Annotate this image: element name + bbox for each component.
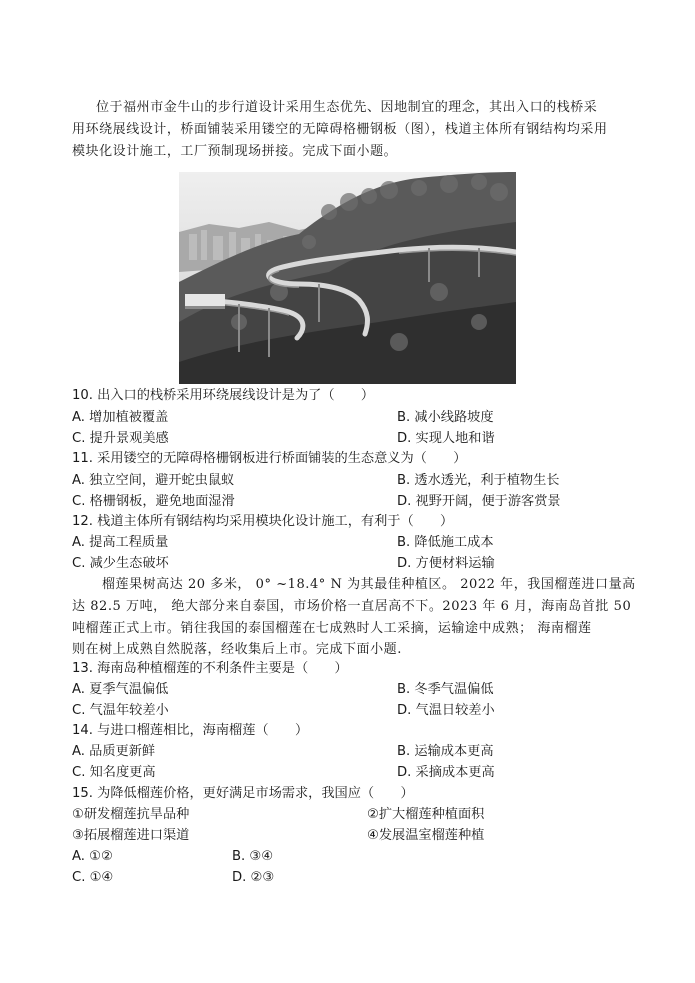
passage2-line3: 吨榴莲正式上市。销往我国的泰国榴莲在七成熟时人工采摘，运输途中成熟； 海南榴莲 — [72, 621, 592, 636]
q11-option-a[interactable]: A. 独立空间，避开蛇虫鼠蚁 — [72, 473, 235, 488]
q15-option-b[interactable]: B. ③④ — [232, 849, 274, 864]
q11-option-d[interactable]: D. 视野开阔，便于游客赏景 — [397, 494, 561, 509]
q10-option-d[interactable]: D. 实现人地和谐 — [397, 431, 495, 446]
q15-item-4: ④发展温室榴莲种植 — [367, 828, 485, 843]
q11-option-b[interactable]: B. 透水透光，利于植物生长 — [397, 473, 560, 488]
q15-item-2: ②扩大榴莲种植面积 — [367, 807, 485, 822]
q15-item-1: ①研发榴莲抗旱品种 — [72, 807, 190, 822]
q10-option-b[interactable]: B. 减小线路坡度 — [397, 410, 494, 425]
q15-stem: 15. 为降低榴莲价格，更好满足市场需求，我国应（ ） — [72, 786, 414, 801]
q15-option-a[interactable]: A. ①② — [72, 849, 113, 864]
passage1-line1: 位于福州市金牛山的步行道设计采用生态优先、因地制宜的理念，其出入口的栈桥采 — [96, 100, 598, 115]
q14-stem: 14. 与进口榴莲相比，海南榴莲（ ） — [72, 723, 309, 738]
passage1-line2: 用环绕展线设计，桥面铺装采用镂空的无障碍格栅钢板（图），栈道主体所有钢结构均采用 — [72, 122, 608, 137]
passage2-line4: 则在树上成熟自然脱落，经收集后上市。完成下面小题. — [72, 642, 402, 657]
q10-stem: 10. 出入口的栈桥采用环绕展线设计是为了（ ） — [72, 388, 375, 403]
q15-option-d[interactable]: D. ②③ — [232, 870, 275, 885]
q15-item-3: ③拓展榴莲进口渠道 — [72, 828, 190, 843]
q12-stem: 12. 栈道主体所有钢结构均采用模块化设计施工，有利于（ ） — [72, 514, 454, 529]
passage1-line3: 模块化设计施工，工厂预制现场拼接。完成下面小题。 — [72, 144, 398, 159]
q11-option-c[interactable]: C. 格栅钢板，避免地面湿滑 — [72, 494, 235, 509]
q14-option-c[interactable]: C. 知名度更高 — [72, 765, 156, 780]
q13-option-a[interactable]: A. 夏季气温偏低 — [72, 682, 169, 697]
q14-option-b[interactable]: B. 运输成本更高 — [397, 744, 494, 759]
q13-option-c[interactable]: C. 气温年较差小 — [72, 703, 169, 718]
q13-stem: 13. 海南岛种植榴莲的不利条件主要是（ ） — [72, 661, 348, 676]
q12-option-d[interactable]: D. 方便材料运输 — [397, 556, 495, 571]
q13-option-d[interactable]: D. 气温日较差小 — [397, 703, 495, 718]
q11-stem: 11. 采用镂空的无障碍格栅钢板进行桥面铺装的生态意义为（ ） — [72, 451, 467, 466]
q10-option-c[interactable]: C. 提升景观美感 — [72, 431, 169, 446]
q12-option-c[interactable]: C. 减少生态破坏 — [72, 556, 169, 571]
q10-option-a[interactable]: A. 增加植被覆盖 — [72, 410, 169, 425]
q14-option-a[interactable]: A. 品质更新鲜 — [72, 744, 156, 759]
q12-option-a[interactable]: A. 提高工程质量 — [72, 535, 169, 550]
passage2-line1: 榴莲果树高达 20 多米， 0° ~18.4° N 为其最佳种植区。 2022 年，我国榴莲进口量高 — [102, 577, 636, 592]
passage2-line2: 达 82.5 万吨， 绝大部分来自泰国，市场价格一直居高不下。2023 年 6 月，海南岛首批 50 — [72, 599, 632, 614]
trestle-bridge-photo — [179, 172, 516, 384]
q15-option-c[interactable]: C. ①④ — [72, 870, 114, 885]
q14-option-d[interactable]: D. 采摘成本更高 — [397, 765, 495, 780]
q12-option-b[interactable]: B. 降低施工成本 — [397, 535, 494, 550]
q13-option-b[interactable]: B. 冬季气温偏低 — [397, 682, 494, 697]
